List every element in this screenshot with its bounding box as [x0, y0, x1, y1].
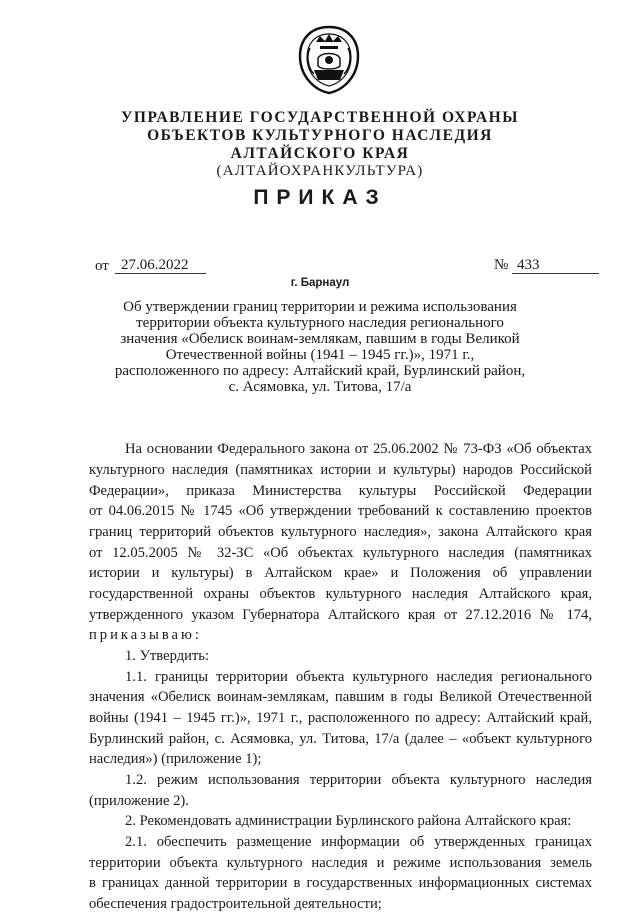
coat-of-arms-emblem — [296, 24, 362, 96]
body-paragraph-line: культурного наследия (памятниках истории и культуры) народов Российской — [89, 462, 592, 478]
list-item-line: Бурлинский район, с. Асямовка, ул. Титова, 17/а (далее – «объект культурного — [89, 731, 592, 747]
subject-title-line: Об утверждении границ территории и режима использования — [123, 299, 517, 315]
subject-title-line: территории объекта культурного наследия регионального — [136, 315, 504, 331]
body-paragraph-line: Федерации», приказа Министерства культуры Российской Федерации — [89, 483, 592, 499]
order-word: приказываю: — [89, 627, 202, 643]
date-prefix: от — [95, 258, 109, 274]
list-item: 2. Рекомендовать администрации Бурлинского района Алтайского края: — [125, 813, 572, 829]
body-paragraph-line: от 04.06.2015 № 1745 «Об утверждении требований к составлению проектов — [89, 503, 592, 519]
list-item-line: 1.2. режим использования территории объекта культурного наследия — [125, 772, 592, 788]
number-prefix: № — [494, 257, 509, 273]
list-item-line: 1.1. границы территории объекта культурного наследия регионального — [125, 669, 592, 685]
order-number: 433 — [512, 257, 599, 274]
body-paragraph-line: На основании Федерального закона от 25.06.2002 № 73-ФЗ «Об объектах — [125, 441, 592, 457]
body-paragraph-line: истории и культуры) в Алтайском крае» и Положения об управлении — [89, 565, 592, 581]
list-item-line: в границах данной территории в государственных информационных системах — [89, 875, 592, 891]
subject-title-line: расположенного по адресу: Алтайский край, Бурлинский район, — [114, 363, 526, 379]
order-date: 27.06.2022 — [115, 257, 206, 274]
list-item-line: войны (1941 – 1945 гг.)», 1971 г., расположенного по адресу: Алтайский край, — [89, 710, 592, 726]
organization-name-line-3: АЛТАЙСКОГО КРАЯ — [230, 145, 410, 162]
list-item-line: обеспечения градостроительной деятельности; — [89, 896, 382, 912]
subject-title-line: значения «Обелиск воинам-землякам, павшим в годы Великой — [120, 331, 520, 347]
list-item: 1. Утвердить: — [125, 648, 210, 664]
city-name: г. Барнаул — [290, 277, 350, 289]
body-paragraph-line: от 12.05.2005 № 32-ЗС «Об объектах культурного наследия (памятниках — [89, 545, 592, 561]
list-item-line: (приложение 2). — [89, 793, 189, 809]
subject-title-line: Отечественной войны (1941 – 1945 гг.)», 1971 г., — [165, 347, 475, 363]
organization-name-line-1: УПРАВЛЕНИЕ ГОСУДАРСТВЕННОЙ ОХРАНЫ — [121, 109, 519, 126]
organization-short-name: (АЛТАЙОХРАНКУЛЬТУРА) — [216, 163, 424, 179]
list-item-line: территории объекта культурного наследия и режиме использования земель — [89, 855, 592, 871]
list-item-line: наследия») (приложение 1); — [89, 751, 262, 767]
body-paragraph-line: государственной охраны объектов культурного наследия Алтайского края, — [89, 586, 592, 602]
document-type-title: ПРИКАЗ — [253, 186, 387, 209]
organization-name-line-2: ОБЪЕКТОВ КУЛЬТУРНОГО НАСЛЕДИЯ — [147, 127, 493, 144]
body-paragraph-line: границ территорий объектов культурного наследия», закона Алтайского края — [89, 524, 592, 540]
body-paragraph-line: утвержденного указом Губернатора Алтайского края от 27.12.2016 № 174, — [89, 607, 592, 623]
list-item-line: 2.1. обеспечить размещение информации об утвержденных границах — [125, 834, 592, 850]
subject-title-line: с. Асямовка, ул. Титова, 17/а — [228, 379, 412, 395]
list-item-line: значения «Обелиск воинам-землякам, павшим в годы Великой Отечественной — [89, 689, 592, 705]
